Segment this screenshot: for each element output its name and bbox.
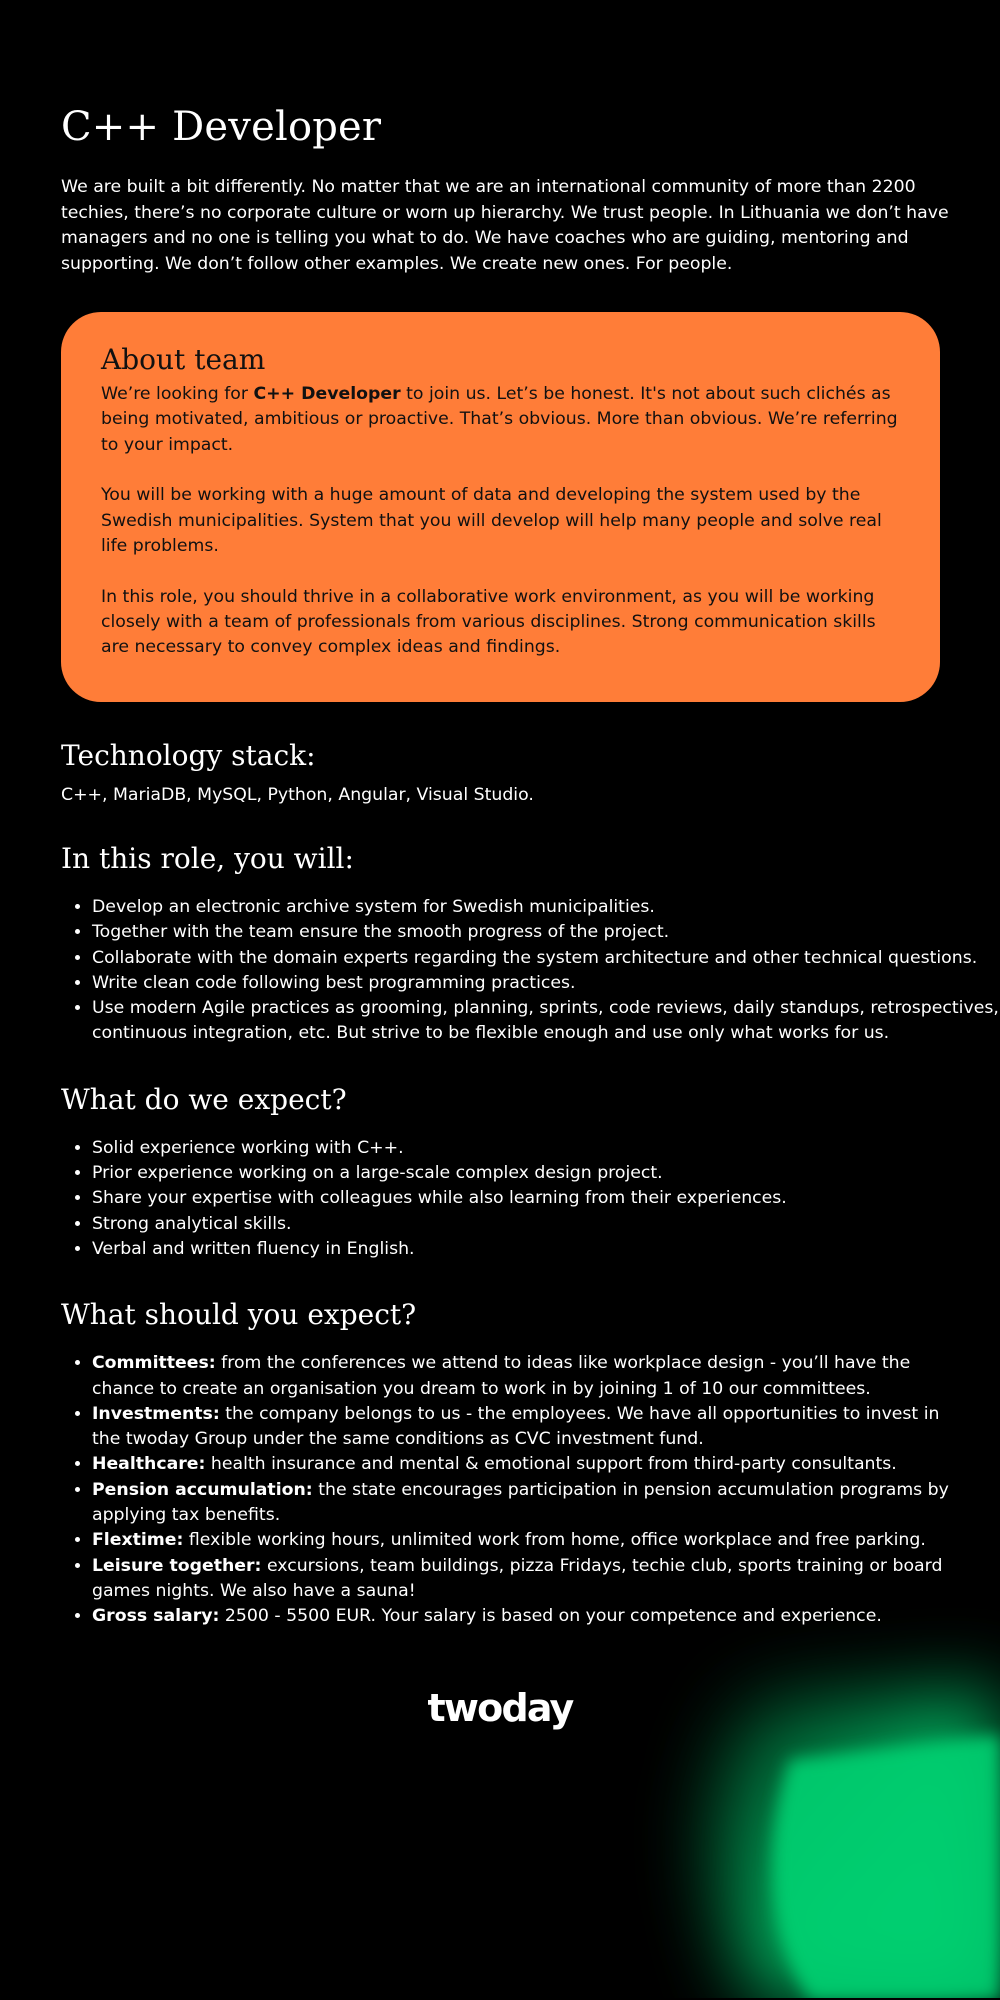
- logo-text: twoday: [427, 1686, 573, 1730]
- list-item: [92, 1554, 972, 1605]
- about-team-title: About team: [101, 343, 266, 376]
- list-item: • Together with the team ensure the smooth progress of the project.: [92, 920, 1000, 945]
- expect-title: What do we expect?: [61, 1082, 347, 1116]
- tech-stack-text: C++, MariaDB, MySQL, Python, Angular, Visual Studio.: [61, 785, 534, 805]
- about-team-card: [61, 312, 940, 702]
- twoday-logo: [0, 1686, 1000, 1730]
- list-item: • Strong analytical skills.: [92, 1212, 939, 1237]
- perk-label: Committees:: [92, 1353, 216, 1374]
- perk-label: Healthcare:: [92, 1454, 206, 1475]
- perk-text: health insurance and mental & emotional support from third-party consultants.: [205, 1454, 897, 1475]
- list-item: [92, 1402, 972, 1453]
- list-item: • Collaborate with the domain experts regarding the system architecture and other technical questions.: [92, 946, 1000, 971]
- about-p1-before: We’re looking for: [101, 384, 254, 404]
- perk-text: the state encourages participation in pension accumulation programs by applying tax benefits.: [92, 1479, 949, 1526]
- perks-title: What should you expect?: [61, 1298, 417, 1332]
- perk-text: 2500 - 5500 EUR. Your salary is based on your competence and experience.: [219, 1606, 882, 1627]
- list-item: • Use modern Agile practices as grooming, planning, sprints, code reviews, daily standups, retrospectives, continuous integration, etc. But strive to be flexible enough and use only what works for us.: [92, 996, 1000, 1047]
- tech-stack-title: Technology stack:: [61, 739, 316, 772]
- role-list: [61, 895, 1000, 1047]
- perk-label: Gross salary:: [92, 1606, 220, 1627]
- expect-list: [61, 1136, 939, 1262]
- list-item: [92, 1604, 972, 1629]
- about-paragraph-3: In this role, you should thrive in a collaborative work environment, as you will be working closely with a team of professionals from various disciplines. Strong communication skills are necessary to convey complex ideas and findings.: [101, 586, 876, 658]
- perk-text: from the conferences we attend to ideas like workplace design - you’ll have the chance to create an organisation you dream to work in by joining 1 of 10 our committees.: [92, 1353, 911, 1399]
- perk-text: the company belongs to us - the employees. We have all opportunities to invest in the twoday Group under the same conditions as CVC investment fund.: [92, 1403, 940, 1450]
- about-p1-after: to join us. Let’s be honest. It's not about such clichés as being motivated, ambitious or proactive. That’s obvious. More than obvious. We’re referring to your impact.: [101, 384, 898, 455]
- list-item: • Write clean code following best programming practices.: [92, 971, 1000, 996]
- list-item: • Share your expertise with colleagues while also learning from their experiences.: [92, 1186, 939, 1211]
- role-title: In this role, you will:: [61, 842, 354, 875]
- list-item: • Solid experience working with C++.: [92, 1136, 939, 1161]
- perk-label: Investments:: [92, 1403, 220, 1424]
- about-p1-role: C++ Developer: [253, 384, 401, 404]
- perk-label: Leisure together:: [92, 1555, 262, 1576]
- perk-label: Flextime:: [92, 1530, 184, 1551]
- list-item: • Develop an electronic archive system for Swedish municipalities.: [92, 895, 1000, 920]
- list-item: [92, 1452, 972, 1477]
- perk-text: flexible working hours, unlimited work from home, office workplace and free parking.: [183, 1530, 926, 1551]
- perk-text: excursions, team buildings, pizza Fridays, techie club, sports training or board games nights. We also have a sauna!: [92, 1555, 943, 1601]
- list-item: • Prior experience working on a large-scale complex design project.: [92, 1161, 939, 1186]
- intro-paragraph: We are built a bit differently. No matter that we are an international community of more than 2200 techies, there’s no corporate culture or worn up hierarchy. We trust people. In Lithuania we don’t have managers and no one is telling you what to do. We have coaches who are guiding, mentoring and supporting. We don’t follow other examples. We create new ones. For people.: [61, 177, 949, 274]
- list-item: [92, 1528, 972, 1553]
- about-paragraph-1: [101, 382, 902, 458]
- page-title: C++ Developer: [61, 104, 382, 150]
- perks-list: [61, 1351, 972, 1629]
- list-item: • Verbal and written fluency in English.: [92, 1237, 939, 1262]
- perk-label: Pension accumulation:: [92, 1479, 313, 1500]
- list-item: [92, 1351, 972, 1402]
- list-item: [92, 1478, 972, 1529]
- about-paragraph-2: You will be working with a huge amount of data and developing the system used by the Swedish municipalities. System that you will develop will help many people and solve real life problems.: [101, 485, 882, 556]
